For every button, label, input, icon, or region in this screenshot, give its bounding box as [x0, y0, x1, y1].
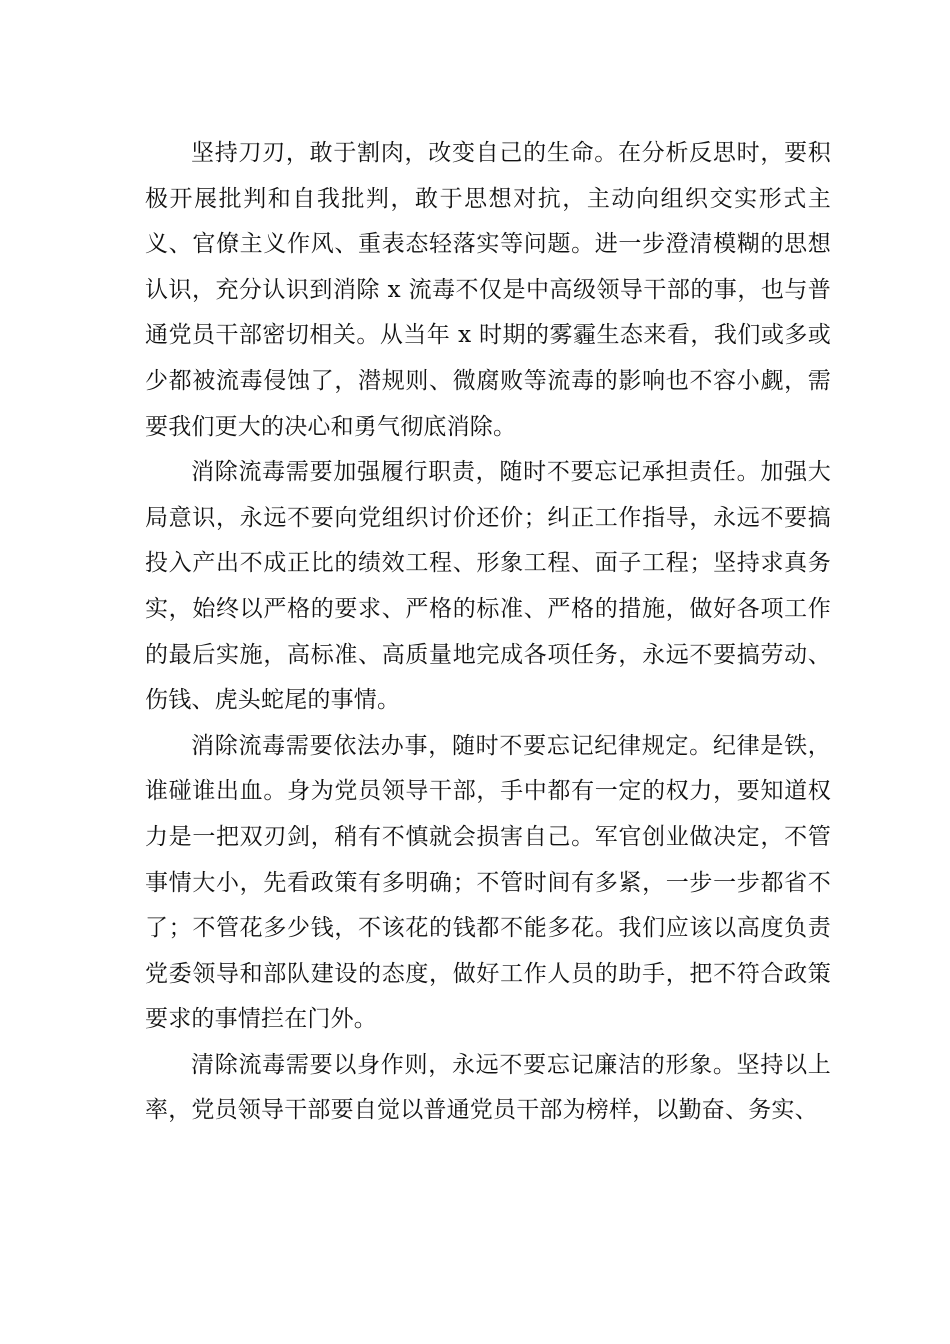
document-body [145, 131, 831, 1134]
paragraph-4: 清除流毒需要以身作则，永远不要忘记廉洁的形象。坚持以上率，党员领导干部要自觉以普通党员干部为榜样，以勤奋、务实、 [145, 1051, 831, 1124]
paragraph-1: 坚持刀刃，敢于割肉，改变自己的生命。在分析反思时，要积极开展批判和自我批判，敢于思想对抗，主动向组织交实形式主义、官僚主义作风、重表态轻落实等问题。进一步澄清模糊的思想认识，充分认识到消除 x 流毒不仅是中高级领导干部的事，也与普通党员干部密切相关。从当年 x 时期的雾霾生态来看，我们或多或少都被流毒侵蚀了，潜规则、微腐败等流毒的影响也不容小觑，需要我们更大的决心和勇气彻底消除。 [145, 140, 831, 440]
paragraph-3: 消除流毒需要依法办事，随时不要忘记纪律规定。纪律是铁，谁碰谁出血。身为党员领导干部，手中都有一定的权力，要知道权力是一把双刃剑，稍有不慎就会损害自己。军官创业做决定，不管事情大小，先看政策有多明确；不管时间有多紧，一步一步都省不了；不管花多少钱，不该花的钱都不能多花。我们应该以高度负责党委领导和部队建设的态度，做好工作人员的助手，把不符合政策要求的事情拦在门外。 [145, 732, 831, 1033]
paragraph-2: 消除流毒需要加强履行职责，随时不要忘记承担责任。加强大局意识，永远不要向党组织讨价还价；纠正工作指导，永远不要搞投入产出不成正比的绩效工程、形象工程、面子工程；坚持求真务实，始终以严格的要求、严格的标准、严格的措施，做好各项工作的最后实施，高标准、高质量地完成各项任务，永远不要搞劳动、伤钱、虎头蛇尾的事情。 [145, 459, 831, 714]
